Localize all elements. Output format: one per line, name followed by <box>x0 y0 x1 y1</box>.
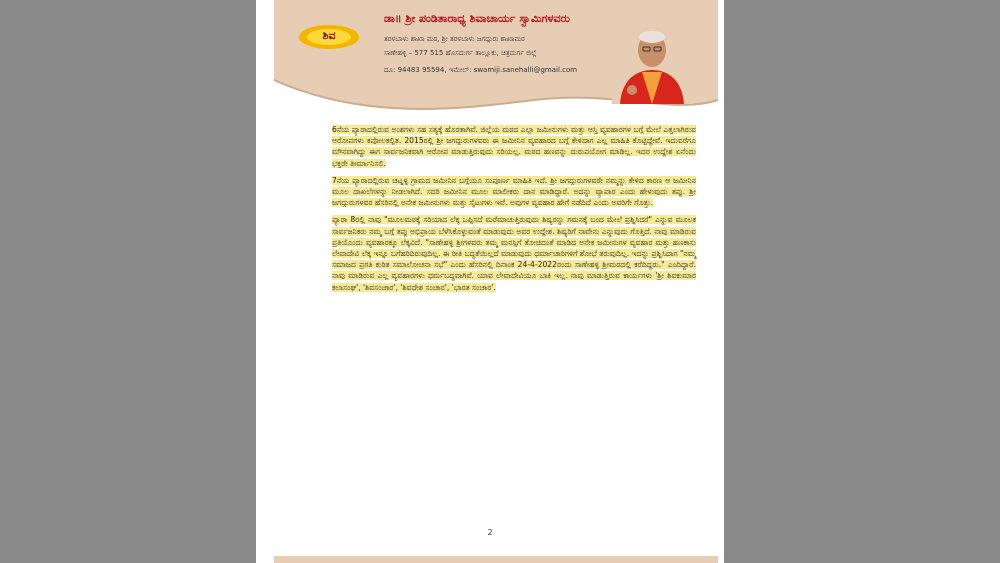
paragraph-8: ಪ್ಯಾರಾ 8ರಲ್ಲಿ ನಾವು "ಮೂಲಮಠಕ್ಕೆ ಸರಿಯಾದ ಲೆಕ್ಕ ಒಪ್ಪಿಸದೆ ಮರೆಮಾಚುತ್ತಿರುವುದು ಶಿಷ್ಯರನ್ನು ಗಮನಕ್ಕೆ ಬಂದ ಮೇಲೆ ಪ್ರಶ್ನಿಸಿದರೆ" ಎನ್ನುವ ಮೂಲಕ ಸಾರ್ವಜನಿಕರು ನಮ್ಮ ಬಗ್ಗೆ ತಪ್ಪು ಅಭಿಪ್ರಾಯ ಬೆಳೆಸಿಕೊಳ್ಳುವಂತೆ ಮಾಡುವುದು ಅವರ ಉದ್ದೇಶ. ಶಿಷ್ಯರಿಗೆ ನಾವೇನು ಎನ್ನುವುದು ಗೊತ್ತಿದೆ. ನಾವು ಮಾಡಿರುವ ಪ್ರತಿಯೊಂದು ವ್ಯವಹಾರಕ್ಕೂ ಲೆಕ್ಕವಿದೆ. "ಸಾಣೇಹಳ್ಳಿ ಶ್ರೀಗಳವರು ತಮ್ಮ ಮನಸ್ಸಿಗೆ ತೋಚಿದಂತೆ ಮಾಡಿದ ಅನೇಕ ಜಮೀನುಗಳ ವ್ಯವಹಾರ ಮತ್ತು ಹಣಕಾಸು ಲೇವಾದೇವಿ ಲೆಕ್ಕ ಇನ್ನೂ ಬಗೆಹರಿದಿರುವುದಿಲ್ಲ. ಈ ರೀತಿ ಬದ್ಧತೆಯಿಲ್ಲದೆ ಮಾಡುವುದು ಧರ್ಮಾಚಾರಿಗಳಿಗೆ ಶೋಭೆ ತರುವುದಿಲ್ಲ. ಇದನ್ನು ಪ್ರಶ್ನಿಸಿದಾಗ "ನಮ್ಮ ಸಮಾಜದ ಪ್ರಗತಿ ಕುರಿತ ಸಮಾಲೋಚನಾ ಸಭೆ" ಎಂದು ಹೆಸರಿನಲ್ಲಿ ದಿನಾಂಕ 24-4-2022ರಂದು ಸಾಣೇಹಳ್ಳಿ ಶ್ರೀಮಠದಲ್ಲಿ ಕರೆದಿದ್ದರು." ಎಂದಿದ್ದಾರೆ. ನಾವು ಮಾಡಿರುವ ಎಲ್ಲ ವ್ಯವಹಾರಗಳು ಧರ್ಮಬದ್ಧವಾಗಿವೆ. ಯಾವ ಲೇವಾದೇವಿಯೂ ಬಾಕಿ ಇಲ್ಲ. ನಾವು ಮಾಡುತ್ತಿರುವ ಕಾರ್ಯಗಳು 'ಶ್ರೀ ಶಿವಕುಮಾರ ಕಲಾಸಂಘ', 'ಶಿವಸಂಚಾರ', 'ಶಿವದೇಶ ಸಂಚಾರ', 'ಭಾರತ ಸಂಚಾರ'. <box>332 215 696 292</box>
swamiji-portrait <box>612 20 692 104</box>
badge-text: ಶಿವ <box>322 29 336 42</box>
letterhead-contact: ದೂ: 94483 95594, ಇಮೇಲ್: swamiji.sanehalli@gmail.com <box>384 66 578 74</box>
page-number: 2 <box>487 528 493 537</box>
paragraph-7: 7ನೆಯ ಪ್ಯಾರಾದಲ್ಲಿರುವ ಚಟ್ನಳ್ಳಿ ಗ್ರಾಮದ ಜಮೀನಿನ ಬಗ್ಗೆಯೂ ಸಂಪೂರ್ಣ ಮಾಹಿತಿ ಇದೆ. ಶ್ರೀ ಜಗದ್ಗುರುಗಳವರೇ ನಮ್ಮನ್ನು ಕೇಳಿದ ಕಾರಣ ಆ ಜಮೀನಿನ ಮೂಲ ದಾಖಲೆಗಳನ್ನು ನೀಡಲಾಗಿದೆ. ಸದರಿ ಜಮೀನಿನ ಮೂಲ ಮಾಲೀಕರು ದಾನ ಮಾಡಿದ್ದಾರೆ. ಅದನ್ನು ವ್ಯಾಪಾರ ಎಂದು ಹೇಳುವುದು ತಪ್ಪು. ಶ್ರೀ ಜಗದ್ಗುರುಗಳವರ ಹೆಸರಿನಲ್ಲಿ ಅನೇಕ ಜಮೀನುಗಳು ಮತ್ತು ಸೈಟುಗಳು ಇವೆ. ಅವುಗಳ ವ್ಯವಹಾರ ಹೇಗೆ ನಡೆದಿದೆ ಎಂದು ಅವರಿಗೇ ಗೊತ್ತು. <box>332 175 696 208</box>
paragraph-6: 6ನೆಯ ಪ್ಯಾರಾದಲ್ಲಿರುವ ಅಂಶಗಳು ಸಹ ಸತ್ಯಕ್ಕೆ ಹೊರತಾಗಿವೆ. ಜಿಲ್ಲೆಯ ಮಠದ ಎಲ್ಲಾ ಜಮೀನುಗಳು ಮತ್ತು ಆಸ್ತಿ ವ್ಯವಹಾರಗಳ ಬಗ್ಗೆ ಮೇಲೆ ಎತ್ತಲಾಗಿರುವ ಆರೋಪಗಳು ಕಪೋಲಕಲ್ಪಿತ. 2015ರಲ್ಲಿ ಶ್ರೀ ಜಗದ್ಗುರುಗಳವರು ಈ ಜಮೀನಿನ ವ್ಯವಹಾರದ ಬಗ್ಗೆ ಕೇಳಿದಾಗ ಎಲ್ಲ ಮಾಹಿತಿ ಕೊಟ್ಟಿದ್ದೇವೆ. ಇದುವರೆಗೂ ಮೌನವಾಗಿದ್ದು ಈಗ ಸಾರ್ವಜನಿಕವಾಗಿ ಆರೋಪ ಮಾಡುತ್ತಿರುವುದು ಸರಿಯಲ್ಲ. ಮಠದ ಹಣವನ್ನು ದುರುಪಯೋಗ ಮಾಡಿಲ್ಲ. ಇದರ ಉದ್ದೇಶ ಏನೆಂದು ಭಕ್ತರೇ ತೀರ್ಮಾನಿಸಲಿ. <box>332 125 696 168</box>
letter-body <box>332 124 696 299</box>
letterhead-title: ಡಾ॥ ಶ್ರೀ ಪಂಡಿತಾರಾಧ್ಯ ಶಿವಾಚಾರ್ಯ ಸ್ವಾಮಿಗಳವರು <box>384 12 570 25</box>
letterhead-address: ಸಾಣೇಹಳ್ಳಿ – 577 515 ಹೊಸದುರ್ಗ ತಾಲ್ಲೂಕು, ಚಿತ್ರದುರ್ಗ ಜಿಲ್ಲೆ <box>384 49 537 57</box>
next-page-band <box>274 556 718 563</box>
document-page <box>256 0 724 563</box>
letterhead-subtitle: ತರಳಬಾಳು ಶಾಖಾ ಮಠ, ಶ್ರೀ ತರಳಬಾಳು ಜಗದ್ಗುರು ಶಾಖಾಮಠ <box>384 35 525 43</box>
shiva-badge <box>298 24 360 50</box>
